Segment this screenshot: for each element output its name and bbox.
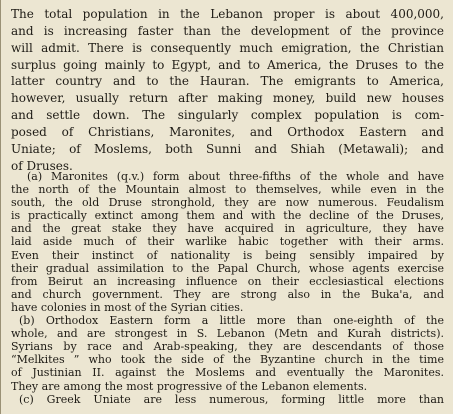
text-line: “Melkites ” who took the side of the Byzantine church in the time — [11, 353, 444, 367]
text-line: and church government. They are strong also in the Buka'a, and — [11, 287, 444, 301]
text-line: and settle down. The singularly complex population is com- — [11, 108, 444, 123]
text-line: the north of the Mountain almost to themselves, while even in the — [11, 183, 444, 197]
text-line: from Beirut an increasing influence on their ecclesiastical elections — [11, 274, 444, 288]
paragraph-population — [11, 6, 444, 174]
text-line-greek-uniate: (c) Greek Uniate are less numerous, forming little more than — [19, 392, 444, 406]
text-line: of Druses. — [11, 158, 73, 173]
text-line: of Justinian II. against the Moslems and eventually the Maronites. — [11, 366, 444, 380]
text-line: have colonies in most of the Syrian cities. — [11, 300, 244, 314]
paragraph-sects — [11, 170, 444, 406]
text-line: whole, and are strongest in S. Lebanon (Metn and Kurah districts). — [11, 327, 444, 341]
text-line: and is increasing faster than the development of the province — [11, 23, 444, 38]
text-line: Uniate; of Moslems, both Sunni and Shiah (Metawali); and — [11, 141, 444, 156]
text-line: The total population in the Lebanon proper is about 400,000, — [11, 7, 444, 21]
text-line: their gradual assimilation to the Papal Church, whose agents exercise — [11, 261, 444, 275]
text-line: Syrians by race and Arab-speaking, they are descendants of those — [11, 340, 444, 354]
text-line: They are among the most progressive of the Lebanon elements. — [11, 379, 368, 393]
text-line: and the great stake they have acquired in agriculture, they have — [11, 222, 444, 236]
text-line: latter country and to the Hauran. The emigrants to America, — [11, 74, 444, 89]
text-line: posed of Christians, Maronites, and Orthodox Eastern and — [11, 124, 444, 139]
text-line: however, usually return after making money, build new houses — [11, 91, 444, 106]
text-line-maronites: (a) Maronites (q.v.) form about three-fifths of the whole and have — [27, 170, 444, 183]
text-line-orthodox: (b) Orthodox Eastern form a little more than one-eighth of the — [19, 314, 444, 328]
text-line: will admit. There is consequently much emigration, the Christian — [11, 40, 444, 55]
text-line: Even their instinct of nationality is being sensibly impaired by — [11, 248, 444, 262]
text-line: surplus going mainly to Egypt, and to America, the Druses to the — [11, 57, 444, 72]
text-line: laid aside much of their warlike habic together with their arms. — [11, 235, 444, 249]
text-line: is practically extinct among them and with the decline of the Druses, — [11, 209, 444, 223]
text-line: south, the old Druse stronghold, they are now numerous. Feudalism — [11, 196, 444, 210]
